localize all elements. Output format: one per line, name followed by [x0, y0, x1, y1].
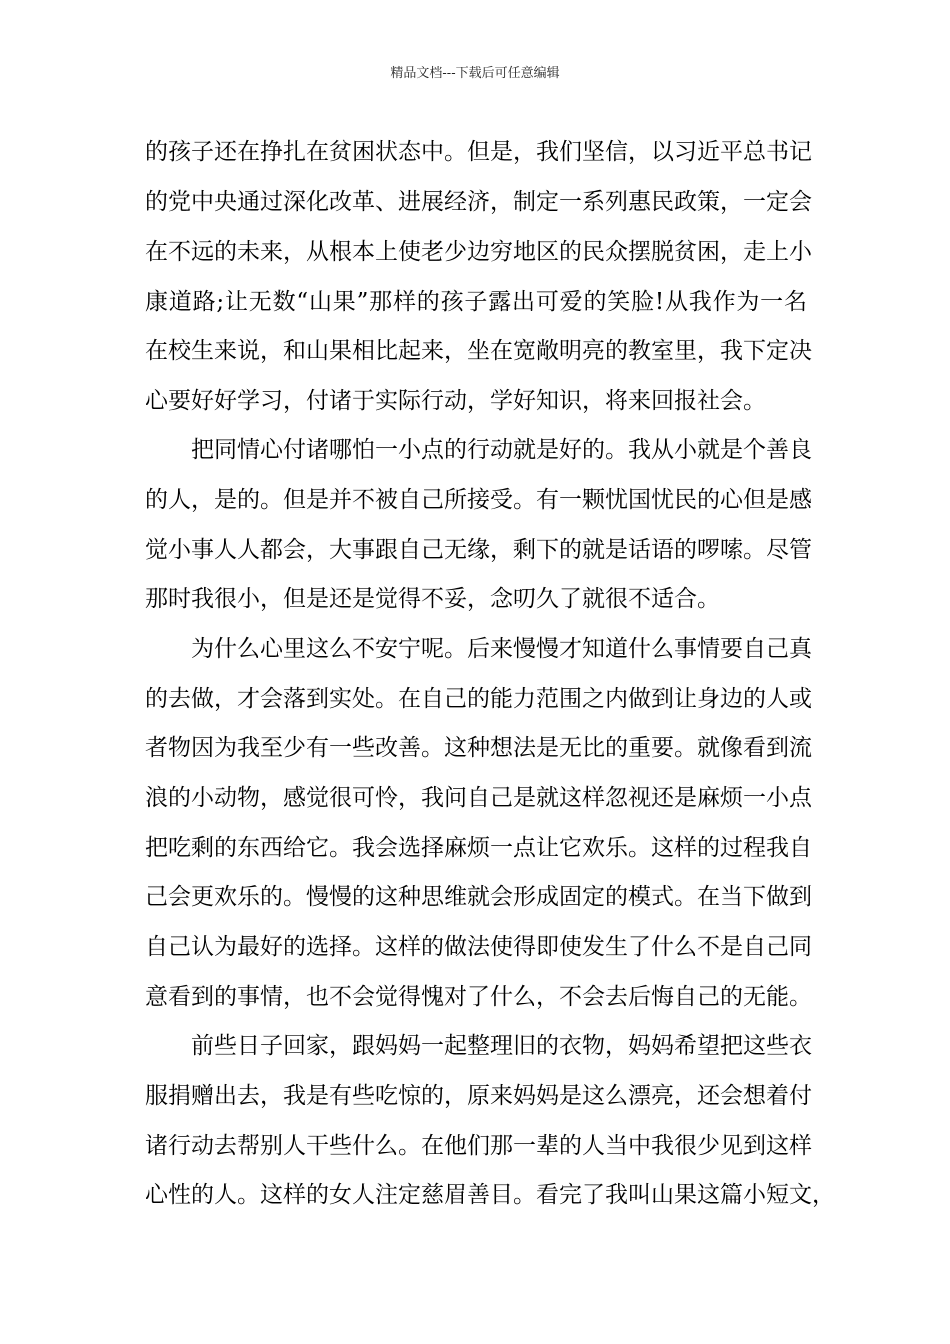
text-line: 康道路;让无数“山果”那样的孩子露出可爱的笑脸!从我作为一名 — [145, 289, 807, 315]
paragraph-first-line: 把同情心付诸哪怕一小点的行动就是好的。我从小就是个善良 — [191, 437, 812, 463]
text-line: 在校生来说，和山果相比起来，坐在宽敞明亮的教室里，我下定决 — [145, 338, 812, 364]
page-header: 精品文档---下载后可任意编辑 — [390, 66, 560, 81]
text-line: 者物因为我至少有一些改善。这种想法是无比的重要。就像看到流 — [145, 735, 812, 761]
text-line: 的人，是的。但是并不被自己所接受。有一颗忧国忧民的心但是感 — [145, 487, 812, 513]
text-line: 自己认为最好的选择。这样的做法使得即使发生了什么不是自己同 — [145, 934, 812, 960]
text-line: 的去做，才会落到实处。在自己的能力范围之内做到让身边的人或 — [145, 686, 812, 712]
text-line: 那时我很小，但是还是觉得不妥，念叨久了就很不适合。 — [145, 586, 720, 612]
text-line: 诸行动去帮别人干些什么。在他们那一辈的人当中我很少见到这样 — [145, 1133, 812, 1159]
text-line: 的孩子还在挣扎在贫困状态中。但是，我们坚信，以习近平总书记 — [145, 139, 812, 165]
paragraph-first-line: 前些日子回家，跟妈妈一起整理旧的衣物，妈妈希望把这些衣 — [191, 1033, 812, 1059]
text-line: 心要好好学习，付诸于实际行动，学好知识，将来回报社会。 — [145, 388, 766, 414]
text-line: 服捐赠出去，我是有些吃惊的，原来妈妈是这么漂亮，还会想着付 — [145, 1083, 812, 1109]
text-line: 心性的人。这样的女人注定慈眉善目。看完了我叫山果这篇小短文， — [145, 1182, 835, 1208]
text-line: 意看到的事情，也不会觉得愧对了什么，不会去后悔自己的无能。 — [145, 984, 812, 1010]
text-line: 浪的小动物，感觉很可怜，我问自己是就这样忽视还是麻烦一小点 — [145, 785, 812, 811]
text-line: 把吃剩的东西给它。我会选择麻烦一点让它欢乐。这样的过程我自 — [145, 835, 812, 861]
text-line: 己会更欢乐的。慢慢的这种思维就会形成固定的模式。在当下做到 — [145, 884, 812, 910]
text-line: 在不远的未来，从根本上使老少边穷地区的民众摆脱贫困，走上小 — [145, 239, 812, 265]
text-line: 的党中央通过深化改革、进展经济，制定一系列惠民政策，一定会 — [145, 189, 812, 215]
paragraph-first-line: 为什么心里这么不安宁呢。后来慢慢才知道什么事情要自己真 — [191, 636, 812, 662]
text-line: 觉小事人人都会，大事跟自己无缘，剩下的就是话语的啰嗦。尽管 — [145, 537, 812, 563]
